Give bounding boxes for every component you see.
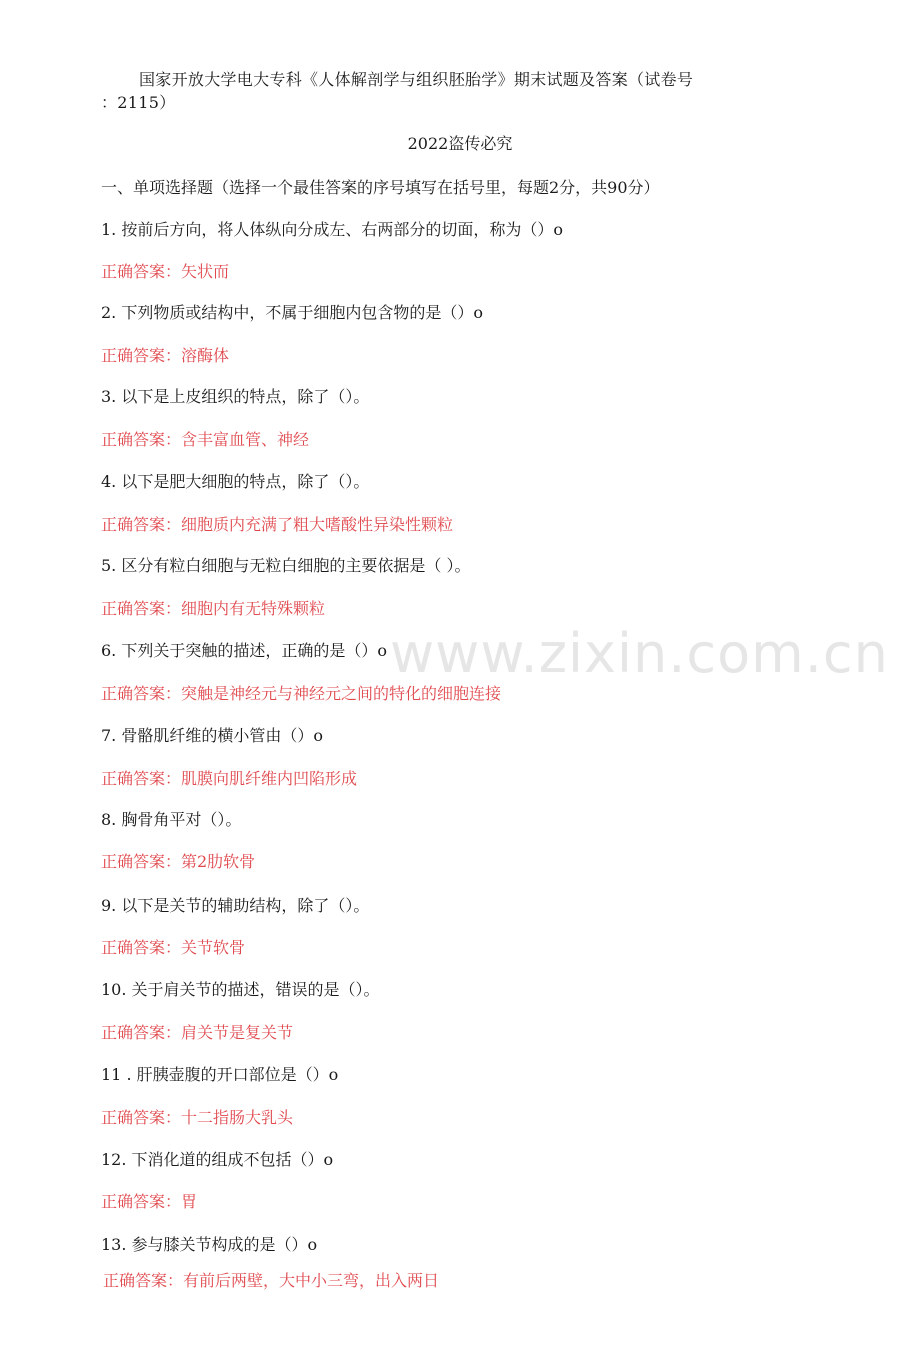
answer-13: 正确答案：有前后两壁，大中小三弯，出入两日 [103, 1271, 440, 1290]
question-6: 6. 下列关于突触的描述，正确的是（）o [101, 641, 387, 660]
document-title-line-2: ：2115） [101, 93, 176, 112]
question-11: 11 . 肝胰壶腹的开口部位是（）o [101, 1065, 339, 1084]
document-subtitle: 2022盗传必究 [407, 134, 513, 153]
question-2: 2. 下列物质或结构中，不属于细胞内包含物的是（）o [101, 303, 483, 322]
question-5: 5. 区分有粒白细胞与无粒白细胞的主要依据是（ ）。 [101, 556, 471, 575]
answer-10: 正确答案：肩关节是复关节 [101, 1023, 294, 1042]
answer-5: 正确答案：细胞内有无特殊颗粒 [101, 599, 326, 618]
answer-12: 正确答案：胃 [101, 1192, 198, 1211]
answer-2: 正确答案：溶酶体 [101, 346, 230, 365]
question-4: 4. 以下是肥大细胞的特点，除了（）。 [101, 472, 370, 491]
document-title-line-1: 国家开放大学电大专科《人体解剖学与组织胚胎学》期末试题及答案（试卷号 [139, 70, 694, 89]
answer-8: 正确答案：第2肋软骨 [101, 852, 256, 871]
question-7: 7. 骨骼肌纤维的横小管由（）o [101, 726, 323, 745]
watermark: www.zixin.com.cn [390, 622, 889, 685]
answer-7: 正确答案：肌膜向肌纤维内凹陷形成 [101, 769, 358, 788]
question-8: 8. 胸骨角平对（）。 [101, 810, 242, 829]
section-heading: 一、单项选择题（选择一个最佳答案的序号填写在括号里，每题2分，共90分） [101, 178, 660, 197]
question-1: 1. 按前后方向，将人体纵向分成左、右两部分的切面，称为（）o [101, 220, 563, 239]
question-10: 10. 关于肩关节的描述，错误的是（）。 [101, 980, 380, 999]
answer-6: 正确答案：突触是神经元与神经元之间的特化的细胞连接 [101, 684, 502, 703]
answer-9: 正确答案：关节软骨 [101, 938, 246, 957]
answer-3: 正确答案：含丰富血管、神经 [101, 430, 310, 449]
answer-4: 正确答案：细胞质内充满了粗大嗜酸性异染性颗粒 [101, 515, 454, 534]
question-12: 12. 下消化道的组成不包括（）o [101, 1150, 334, 1169]
question-9: 9. 以下是关节的辅助结构，除了（）。 [101, 896, 370, 915]
answer-11: 正确答案：十二指肠大乳头 [101, 1108, 294, 1127]
question-3: 3. 以下是上皮组织的特点，除了（）。 [101, 387, 370, 406]
answer-1: 正确答案：矢状而 [101, 262, 230, 281]
question-13: 13. 参与膝关节构成的是（）o [101, 1235, 318, 1254]
